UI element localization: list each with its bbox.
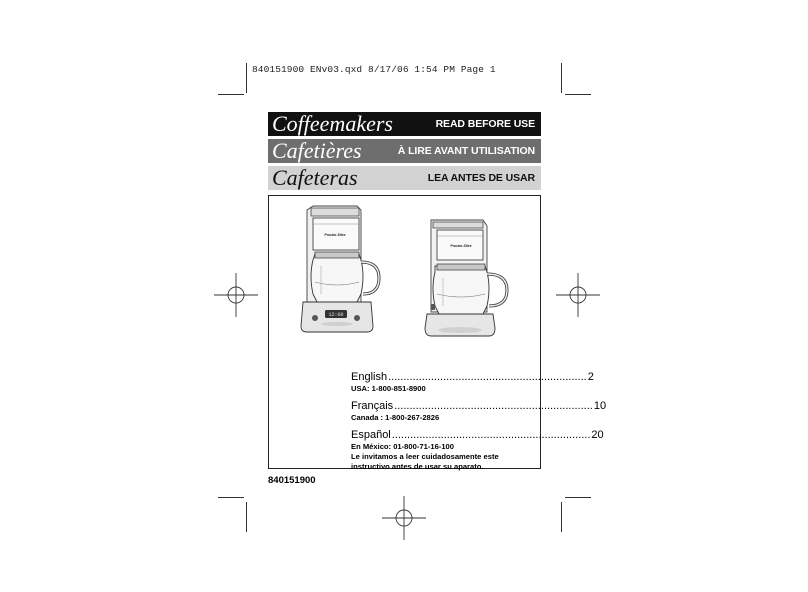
registration-mark-bottom-icon [380,494,428,542]
notice-spanish: LEA ANTES DE USAR [427,172,535,184]
crop-mark-top-left-v [246,63,247,93]
language-contents [351,371,607,472]
registration-mark-right-icon [554,271,602,319]
title-band-english [268,112,541,136]
toc-entry-french[interactable] [351,400,607,413]
toc-page-french: 10 [593,400,607,412]
toc-phone-mexico: En México: 01-800-71-16-100 [351,442,454,451]
notice-french: À LIRE AVANT UTILISATION [397,145,535,157]
coffeemaker-basic-illustration [417,216,527,356]
product-panel [268,195,607,471]
title-band-spanish [268,166,541,190]
coffeemaker-programmable-illustration [299,202,399,350]
model-code: 840151900 [268,475,316,486]
brand-logo-left: Proctor-Silex [324,233,346,237]
toc-leader-dots: ................................................................. [388,371,587,383]
crop-mark-bottom-right-v [561,502,562,532]
title-spanish: Cafeteras [272,165,358,190]
toc-language-english: English [351,371,388,383]
brand-logo-right: Proctor-Silex [450,244,472,248]
crop-mark-top-right-v [561,63,562,93]
print-slug: 840151900 ENv03.qxd 8/17/06 1:54 PM Page 1 [252,64,496,75]
manual-cover [268,111,607,471]
crop-mark-bottom-left-v [246,502,247,532]
crop-mark-top-left-h [218,94,244,95]
title-french: Cafetières [272,138,362,163]
toc-leader-dots: ................................................................. [394,400,593,412]
crop-mark-bottom-right-h [565,497,591,498]
toc-page-spanish: 20 [591,429,604,441]
toc-language-spanish: Español [351,429,391,441]
notice-english: READ BEFORE USE [435,118,535,130]
toc-entry-spanish[interactable] [351,429,604,442]
toc-note-line-2: instructivo antes de usar su aparato. [351,462,484,471]
title-band-french [268,139,541,163]
toc-page-english: 2 [587,371,594,383]
toc-phone-usa: USA: 1-800-851-8900 [351,384,426,393]
registration-mark-left-icon [212,271,260,319]
toc-phone-canada: Canada : 1-800-267-2826 [351,413,440,422]
title-english: Coffeemakers [272,111,393,136]
crop-mark-bottom-left-h [218,497,244,498]
toc-leader-dots: ................................................................. [391,429,591,441]
crop-mark-top-right-h [565,94,591,95]
toc-language-french: Français [351,400,394,412]
clock-display: 12:00 [328,312,344,319]
toc-entry-english[interactable] [351,371,594,384]
toc-note-line-1: Le invitamos a leer cuidadosamente este [351,452,499,461]
